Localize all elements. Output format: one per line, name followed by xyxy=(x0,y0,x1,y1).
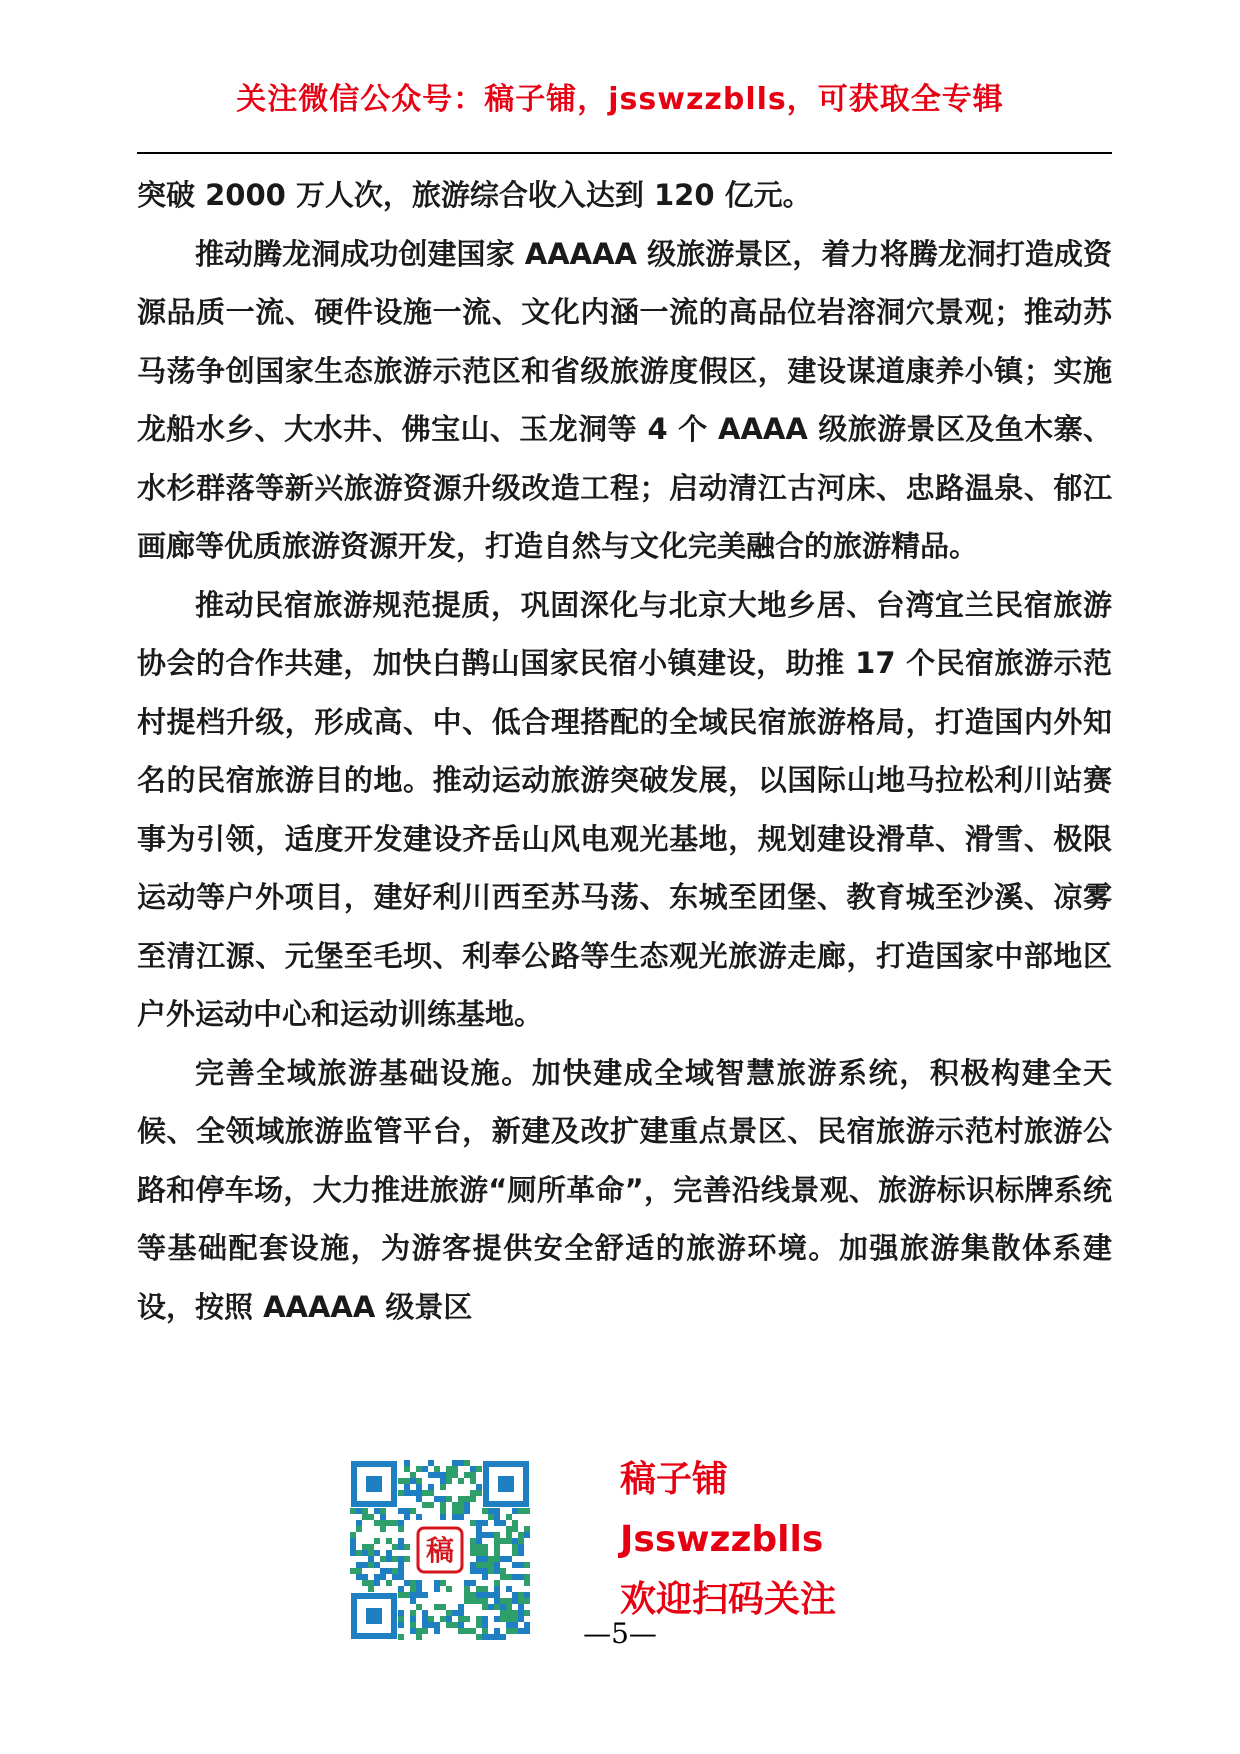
qr-module xyxy=(512,1526,518,1532)
qr-module xyxy=(476,1538,482,1544)
qr-module xyxy=(458,1502,464,1508)
qr-module xyxy=(422,1466,428,1472)
qr-module xyxy=(458,1514,464,1520)
qr-module xyxy=(494,1532,500,1538)
qr-module xyxy=(374,1562,380,1568)
qr-module xyxy=(476,1598,482,1604)
qr-module xyxy=(416,1496,422,1502)
qr-module xyxy=(356,1550,362,1556)
qr-module xyxy=(380,1520,386,1526)
qr-module xyxy=(482,1556,488,1562)
qr-module xyxy=(476,1550,482,1556)
qr-module xyxy=(506,1514,512,1520)
qr-module xyxy=(494,1598,500,1604)
qr-module xyxy=(470,1490,476,1496)
qr-module xyxy=(452,1610,458,1616)
qr-module xyxy=(488,1514,494,1520)
qr-module xyxy=(362,1574,368,1580)
qr-module xyxy=(404,1508,410,1514)
qr-module xyxy=(380,1514,386,1520)
qr-module xyxy=(494,1538,500,1544)
qr-module xyxy=(440,1514,446,1520)
qr-module xyxy=(518,1562,524,1568)
qr-module xyxy=(470,1478,476,1484)
qr-module xyxy=(392,1544,398,1550)
qr-module xyxy=(398,1490,404,1496)
qr-module xyxy=(416,1580,422,1586)
qr-module xyxy=(476,1568,482,1574)
qr-module xyxy=(458,1496,464,1502)
qr-module xyxy=(518,1538,524,1544)
qr-module xyxy=(458,1610,464,1616)
qr-module xyxy=(518,1604,524,1610)
qr-module xyxy=(356,1520,362,1526)
qr-module xyxy=(524,1610,530,1616)
qr-module xyxy=(446,1586,452,1592)
qr-module xyxy=(512,1520,518,1526)
qr-module xyxy=(386,1538,392,1544)
qr-module xyxy=(416,1466,422,1472)
qr-module xyxy=(368,1586,374,1592)
promo-name: 稿子铺 xyxy=(620,1459,729,1500)
qr-module xyxy=(446,1496,452,1502)
qr-module xyxy=(380,1574,386,1580)
qr-module xyxy=(440,1580,446,1586)
qr-module xyxy=(368,1580,374,1586)
qr-module xyxy=(356,1574,362,1580)
qr-module xyxy=(362,1514,368,1520)
qr-module xyxy=(494,1544,500,1550)
qr-module xyxy=(422,1592,428,1598)
qr-module xyxy=(434,1580,440,1586)
qr-module xyxy=(362,1562,368,1568)
qr-module xyxy=(524,1580,530,1586)
qr-module xyxy=(476,1526,482,1532)
qr-module xyxy=(452,1508,458,1514)
paragraph-3: 推动民宿旅游规范提质，巩固深化与北京大地乡居、台湾宜兰民宿旅游协会的合作共建，加快白鹊山国家民宿小镇建设，助推 17 个民宿旅游示范村提档升级，形成高、中、低合理搭配的全域民宿旅游格局，打造国内外知名的民宿旅游目的地。推动运动旅游突破发展，以国际山地马拉松利川站赛事为引领，适度开发建设齐岳山风电观光基地，规划建设滑草、滑雪、极限运动等户外项目，建好利川西至苏马荡、东城至团堡、教育城至沙溪、凉雾至清江源、元堡至毛坝、利奉公路等生态观光旅游走廊，打造国家中部地区户外运动中心和运动训练基地。 xyxy=(137,587,1112,1031)
qr-module xyxy=(386,1556,392,1562)
qr-module xyxy=(416,1490,422,1496)
qr-module xyxy=(392,1520,398,1526)
qr-module xyxy=(464,1586,470,1592)
qr-module xyxy=(404,1490,410,1496)
qr-module xyxy=(470,1562,476,1568)
qr-module xyxy=(482,1520,488,1526)
qr-module xyxy=(374,1550,380,1556)
qr-module xyxy=(398,1592,404,1598)
qr-module xyxy=(374,1574,380,1580)
qr-module xyxy=(404,1592,410,1598)
qr-module xyxy=(410,1508,416,1514)
qr-module xyxy=(452,1514,458,1520)
qr-module xyxy=(512,1574,518,1580)
promo-cta: 欢迎扫码关注 xyxy=(620,1579,837,1620)
qr-module xyxy=(506,1532,512,1538)
qr-module xyxy=(482,1604,488,1610)
svg-text:稿: 稿 xyxy=(425,1534,455,1567)
qr-module xyxy=(494,1568,500,1574)
qr-module xyxy=(524,1574,530,1580)
qr-module xyxy=(512,1550,518,1556)
qr-module xyxy=(368,1550,374,1556)
qr-module xyxy=(362,1580,368,1586)
page-number: —5— xyxy=(583,1617,657,1650)
qr-module xyxy=(446,1610,452,1616)
qr-module xyxy=(464,1460,470,1466)
qr-module xyxy=(392,1556,398,1562)
qr-module xyxy=(476,1562,482,1568)
qr-module xyxy=(434,1472,440,1478)
qr-module xyxy=(440,1604,446,1610)
qr-module xyxy=(452,1466,458,1472)
qr-module xyxy=(362,1544,368,1550)
qr-module xyxy=(416,1514,422,1520)
qr-module xyxy=(374,1580,380,1586)
qr-module xyxy=(512,1538,518,1544)
qr-module xyxy=(518,1592,524,1598)
qr-module xyxy=(506,1604,512,1610)
qr-module xyxy=(398,1478,404,1484)
qr-module xyxy=(488,1604,494,1610)
qr-module xyxy=(404,1460,410,1466)
qr-module xyxy=(500,1610,506,1616)
header-divider xyxy=(137,152,1112,154)
qr-module xyxy=(470,1592,476,1598)
promo-block xyxy=(620,1450,836,1630)
qr-module xyxy=(506,1574,512,1580)
qr-module xyxy=(440,1502,446,1508)
qr-module xyxy=(470,1568,476,1574)
qr-module xyxy=(524,1592,530,1598)
header-banner: 关注微信公众号：稿子铺，jsswzzblls，可获取全专辑 xyxy=(236,82,1004,117)
qr-module xyxy=(434,1586,440,1592)
qr-module xyxy=(494,1580,500,1586)
qr-module xyxy=(524,1532,530,1538)
qr-module xyxy=(440,1478,446,1484)
qr-module xyxy=(470,1598,476,1604)
qr-module xyxy=(350,1508,356,1514)
qr-module xyxy=(518,1532,524,1538)
qr-code-image xyxy=(350,1460,530,1640)
qr-module xyxy=(410,1610,416,1616)
qr-module xyxy=(416,1484,422,1490)
qr-module xyxy=(410,1592,416,1598)
qr-module xyxy=(350,1568,356,1574)
qr-module xyxy=(398,1556,404,1562)
qr-module xyxy=(422,1490,428,1496)
qr-module xyxy=(488,1508,494,1514)
qr-module xyxy=(518,1550,524,1556)
qr-module xyxy=(464,1508,470,1514)
qr-module xyxy=(398,1538,404,1544)
qr-module xyxy=(500,1604,506,1610)
qr-module xyxy=(500,1598,506,1604)
qr-module xyxy=(512,1610,518,1616)
qr-module xyxy=(470,1472,476,1478)
qr-module xyxy=(368,1562,374,1568)
qr-module xyxy=(482,1574,488,1580)
qr-module xyxy=(398,1508,404,1514)
qr-module xyxy=(488,1568,494,1574)
qr-module xyxy=(434,1466,440,1472)
qr-module xyxy=(428,1490,434,1496)
qr-module xyxy=(452,1502,458,1508)
qr-module xyxy=(518,1610,524,1616)
qr-module xyxy=(368,1556,374,1562)
qr-module xyxy=(482,1568,488,1574)
qr-module xyxy=(482,1598,488,1604)
qr-module xyxy=(464,1502,470,1508)
qr-module xyxy=(398,1544,404,1550)
qr-module xyxy=(470,1538,476,1544)
qr-module xyxy=(404,1580,410,1586)
qr-module xyxy=(410,1580,416,1586)
qr-module xyxy=(500,1574,506,1580)
qr-module xyxy=(350,1550,356,1556)
qr-module xyxy=(410,1472,416,1478)
qr-module xyxy=(476,1544,482,1550)
qr-module xyxy=(506,1556,512,1562)
qr-module xyxy=(392,1568,398,1574)
qr-module xyxy=(422,1502,428,1508)
qr-module xyxy=(524,1598,530,1604)
qr-module xyxy=(386,1568,392,1574)
qr-module xyxy=(380,1568,386,1574)
qr-module xyxy=(446,1472,452,1478)
qr-module xyxy=(404,1544,410,1550)
qr-module xyxy=(512,1544,518,1550)
qr-module xyxy=(350,1538,356,1544)
qr-module xyxy=(452,1472,458,1478)
paragraph-2: 推动腾龙洞成功创建国家 AAAAA 级旅游景区，着力将腾龙洞打造成资源品质一流、硬件设施一流、文化内涵一流的高品位岩溶洞穴景观；推动苏马荡争创国家生态旅游示范区和省级旅游度假区，建设谋道康养小镇；实施龙船水乡、大水井、佛宝山、玉龙洞等 4 个 AAAA 级旅游景区及鱼木寨、水杉群落等新兴旅游资源升级改造工程；启动清江古河床、忠路温泉、郁江画廊等优质旅游资源开发，打造自然与文化完美融合的旅游精品。 xyxy=(137,236,1112,563)
qr-module xyxy=(494,1556,500,1562)
qr-module xyxy=(398,1562,404,1568)
qr-module xyxy=(482,1592,488,1598)
qr-module xyxy=(404,1466,410,1472)
qr-module xyxy=(512,1562,518,1568)
qr-module xyxy=(440,1496,446,1502)
qr-module xyxy=(428,1460,434,1466)
qr-module xyxy=(494,1550,500,1556)
qr-module xyxy=(488,1592,494,1598)
qr-module xyxy=(410,1586,416,1592)
qr-module xyxy=(440,1484,446,1490)
qr-module xyxy=(524,1562,530,1568)
qr-module xyxy=(410,1490,416,1496)
qr-module xyxy=(458,1460,464,1466)
qr-module xyxy=(506,1586,512,1592)
paragraph-1: 突破 2000 万人次，旅游综合收入达到 120 亿元。 xyxy=(137,178,812,212)
qr-module xyxy=(356,1526,362,1532)
qr-module xyxy=(500,1538,506,1544)
qr-module xyxy=(470,1520,476,1526)
qr-module xyxy=(416,1604,422,1610)
qr-module xyxy=(422,1610,428,1616)
qr-module xyxy=(464,1580,470,1586)
qr-module xyxy=(410,1478,416,1484)
document-body xyxy=(137,166,1112,1336)
qr-module xyxy=(524,1508,530,1514)
paragraph-4: 完善全域旅游基础设施。加快建成全域智慧旅游系统，积极构建全天候、全领域旅游监管平台，新建及改扩建重点景区、民宿旅游示范村旅游公路和停车场，大力推进旅游“厕所革命”，完善沿线景观、旅游标识标牌系统等基础配套设施，为游客提供安全舒适的旅游环境。加强旅游集散体系建设，按照 AAAAA 级景区 xyxy=(137,1055,1112,1324)
qr-module xyxy=(518,1508,524,1514)
qr-module xyxy=(494,1562,500,1568)
qr-module xyxy=(470,1580,476,1586)
qr-module xyxy=(452,1460,458,1466)
qr-module xyxy=(518,1598,524,1604)
qr-module xyxy=(446,1478,452,1484)
qr-module xyxy=(374,1508,380,1514)
qr-module xyxy=(428,1484,434,1490)
qr-module xyxy=(428,1472,434,1478)
qr-module xyxy=(476,1490,482,1496)
qr-module xyxy=(428,1502,434,1508)
qr-module xyxy=(440,1508,446,1514)
qr-module xyxy=(386,1520,392,1526)
qr-module xyxy=(356,1568,362,1574)
qr-module xyxy=(494,1604,500,1610)
qr-module xyxy=(374,1520,380,1526)
qr-module xyxy=(476,1586,482,1592)
qr-module xyxy=(512,1598,518,1604)
qr-module xyxy=(512,1592,518,1598)
qr-module xyxy=(482,1508,488,1514)
qr-module xyxy=(494,1592,500,1598)
qr-module xyxy=(470,1466,476,1472)
qr-module xyxy=(488,1556,494,1562)
qr-module xyxy=(380,1508,386,1514)
qr-module xyxy=(392,1574,398,1580)
qr-module xyxy=(398,1526,404,1532)
qr-module xyxy=(518,1544,524,1550)
seal-logo-icon xyxy=(418,1528,462,1572)
qr-module xyxy=(470,1544,476,1550)
qr-module xyxy=(470,1550,476,1556)
qr-module xyxy=(356,1562,362,1568)
qr-module xyxy=(380,1526,386,1532)
qr-module xyxy=(494,1514,500,1520)
qr-module xyxy=(404,1514,410,1520)
qr-module xyxy=(476,1466,482,1472)
qr-module xyxy=(464,1472,470,1478)
qr-module xyxy=(440,1472,446,1478)
qr-module xyxy=(524,1526,530,1532)
qr-module xyxy=(518,1574,524,1580)
qr-module xyxy=(404,1484,410,1490)
qr-module xyxy=(458,1478,464,1484)
qr-module xyxy=(500,1568,506,1574)
qr-module xyxy=(488,1562,494,1568)
qr-module xyxy=(500,1520,506,1526)
qr-module xyxy=(482,1550,488,1556)
qr-module xyxy=(386,1550,392,1556)
qr-module xyxy=(482,1586,488,1592)
qr-module xyxy=(512,1508,518,1514)
qr-module xyxy=(416,1586,422,1592)
qr-module xyxy=(410,1598,416,1604)
qr-module xyxy=(476,1532,482,1538)
qr-module xyxy=(350,1532,356,1538)
qr-module xyxy=(470,1496,476,1502)
qr-module xyxy=(494,1586,500,1592)
qr-module xyxy=(416,1478,422,1484)
qr-module xyxy=(368,1514,374,1520)
qr-module xyxy=(380,1556,386,1562)
qr-module xyxy=(398,1610,404,1616)
qr-module xyxy=(482,1562,488,1568)
qr-module xyxy=(404,1556,410,1562)
qr-module xyxy=(506,1526,512,1532)
qr-module xyxy=(398,1520,404,1526)
qr-module xyxy=(494,1508,500,1514)
qr-module xyxy=(476,1556,482,1562)
qr-module xyxy=(488,1532,494,1538)
qr-module xyxy=(434,1604,440,1610)
qr-module xyxy=(458,1508,464,1514)
qr-module xyxy=(446,1466,452,1472)
qr-module xyxy=(464,1496,470,1502)
qr-module xyxy=(434,1496,440,1502)
qr-module xyxy=(482,1544,488,1550)
qr-module xyxy=(506,1610,512,1616)
qr-module xyxy=(386,1580,392,1586)
qr-module xyxy=(350,1544,356,1550)
qr-module xyxy=(362,1508,368,1514)
qr-module xyxy=(482,1532,488,1538)
qr-module xyxy=(506,1538,512,1544)
qr-module xyxy=(476,1520,482,1526)
promo-account-id: Jsswzzblls xyxy=(620,1519,824,1560)
qr-module xyxy=(416,1592,422,1598)
qr-module xyxy=(506,1598,512,1604)
qr-module xyxy=(458,1604,464,1610)
qr-module xyxy=(500,1556,506,1562)
qr-module xyxy=(356,1508,362,1514)
qr-module xyxy=(464,1598,470,1604)
qr-module xyxy=(464,1592,470,1598)
qr-module xyxy=(494,1520,500,1526)
qr-code xyxy=(350,1460,530,1640)
qr-module xyxy=(404,1478,410,1484)
qr-module xyxy=(398,1568,404,1574)
qr-module xyxy=(476,1484,482,1490)
qr-module xyxy=(374,1538,380,1544)
qr-module xyxy=(398,1574,404,1580)
qr-module xyxy=(476,1592,482,1598)
qr-module xyxy=(362,1550,368,1556)
qr-module xyxy=(398,1586,404,1592)
qr-module xyxy=(368,1544,374,1550)
